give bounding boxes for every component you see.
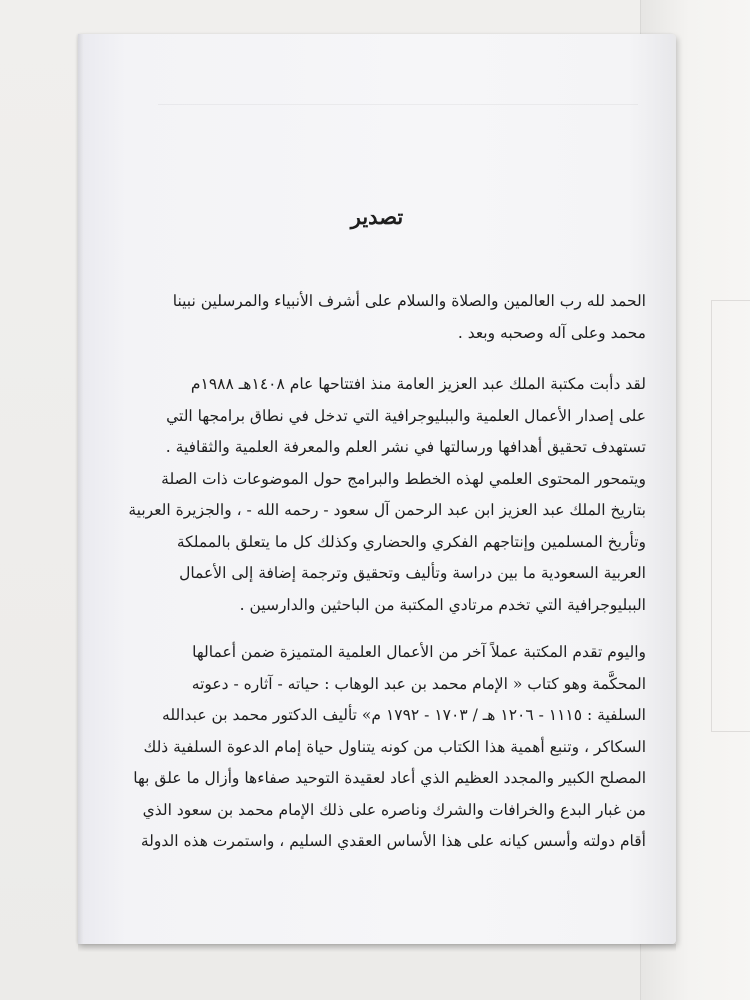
- text-line: السلفية : ١١١٥ - ١٢٠٦ هـ / ١٧٠٣ - ١٧٩٢ م» تأليف الدكتور محمد بن عبدالله: [162, 706, 646, 724]
- text-line: المصلح الكبير والمجدد العظيم الذي أعاد لعقيدة التوحيد صفاءها وأزال ما علق بها: [133, 769, 646, 787]
- paragraph-library: [116, 369, 646, 621]
- text-line: لقد دأبت مكتبة الملك عبد العزيز العامة منذ افتتاحها عام ١٤٠٨هـ ١٩٨٨م: [190, 375, 646, 393]
- page-content: [78, 34, 676, 944]
- text-line: محمد وعلى آله وصحبه وبعد .: [457, 323, 646, 342]
- text-line: السكاكر ، وتنبع أهمية هذا الكتاب من كونه يتناول حياة إمام الدعوة السلفية ذلك: [143, 737, 646, 756]
- text-line: من غبار البدع والخرافات والشرك وناصره على ذلك الإمام محمد بن سعود الذي: [142, 800, 646, 819]
- text-line: العربية السعودية ما بين دراسة وتأليف وتحقيق وترجمة إضافة إلى الأعمال: [179, 564, 646, 582]
- text-line: الببليوجرافية التي تخدم مرتادي المكتبة من الباحثين والدارسين .: [239, 595, 646, 614]
- text-line: تستهدف تحقيق أهدافها ورسالتها في نشر العلم والمعرفة العلمية والثقافية .: [165, 438, 646, 456]
- page-shadow: [78, 944, 676, 952]
- paragraph-book: [116, 637, 646, 858]
- text-line: على إصدار الأعمال العلمية والببليوجرافية التي تدخل في نطاق برامجها التي: [166, 406, 646, 425]
- page-title: تصدير: [350, 204, 404, 229]
- text-line: أقام دولته وأسس كيانه على هذا الأساس العقدي السليم ، واستمرت هذه الدولة: [140, 832, 646, 850]
- text-line: وتأريخ المسلمين وإنتاجهم الفكري والحضاري وكذلك كل ما يتعلق بالمملكة: [176, 532, 646, 551]
- text-line: بتاريخ الملك عبد العزيز ابن عبد الرحمن آل سعود - رحمه الله - ، والجزيرة العربية: [128, 501, 646, 519]
- text-line: المحكَّمة وهو كتاب « الإمام محمد بن عبد الوهاب : حياته - آثاره - دعوته: [191, 674, 646, 693]
- text-line: الحمد لله رب العالمين والصلاة والسلام على أشرف الأنبياء والمرسلين نبينا: [172, 292, 646, 310]
- text-line: واليوم تقدم المكتبة عملاً آخر من الأعمال العلمية المتميزة ضمن أعمالها: [192, 643, 646, 661]
- text-line: ويتمحور المحتوى العلمي لهذه الخطط والبرامج حول الموضوعات ذات الصلة: [161, 469, 646, 488]
- paragraph-opening: [116, 286, 646, 349]
- underlying-page-frame: [711, 300, 750, 732]
